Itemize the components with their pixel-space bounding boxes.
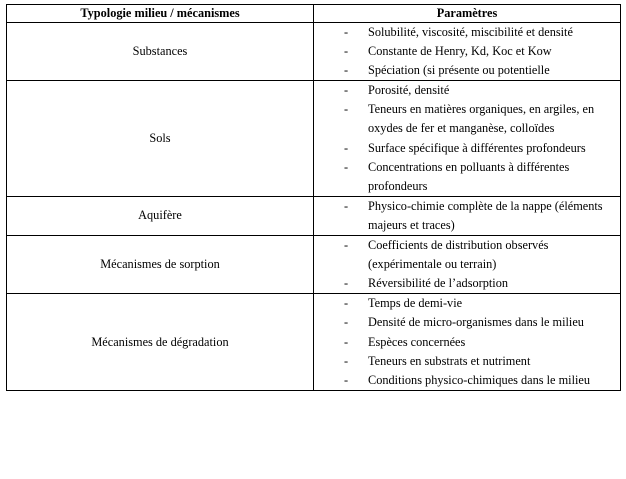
table-row — [7, 23, 621, 81]
list-item — [314, 139, 616, 158]
bullet-dash: - — [344, 159, 349, 174]
parameter-text: Conditions physico-chimiques dans le milieu — [368, 372, 591, 387]
bullet-dash: - — [344, 372, 349, 387]
parameter-list — [314, 236, 620, 293]
parameter-text: Teneurs en matières organiques, en argiles, en oxydes de fer et manganèse, colloïdes — [368, 102, 595, 136]
parameter-text: Espèces concernées — [368, 334, 466, 349]
parameter-text: Surface spécifique à différentes profondeurs — [368, 140, 586, 155]
parameter-text: Porosité, densité — [368, 83, 450, 98]
list-item — [314, 100, 616, 138]
list-item — [314, 352, 616, 371]
list-item — [314, 371, 616, 390]
row-category: Mécanismes de dégradation — [7, 294, 314, 390]
header-row — [7, 5, 621, 23]
bullet-dash: - — [344, 102, 349, 117]
bullet-dash: - — [344, 238, 349, 253]
list-item — [314, 81, 616, 100]
row-category: Sols — [7, 81, 314, 197]
bullet-dash: - — [344, 140, 349, 155]
parameter-text: Concentrations en polluants à différentes profondeurs — [368, 159, 570, 193]
list-item — [314, 333, 616, 352]
bullet-dash: - — [344, 198, 349, 213]
parameter-text: Réversibilité de l’adsorption — [368, 276, 509, 291]
row-category: Mécanismes de sorption — [7, 236, 314, 294]
parameter-text: Physico-chimie complète de la nappe (éléments majeurs et traces) — [368, 198, 603, 232]
table-row — [7, 294, 621, 390]
table-row — [7, 236, 621, 294]
bullet-dash: - — [344, 276, 349, 291]
parameter-list — [314, 23, 620, 80]
row-parameters — [314, 81, 621, 197]
table-body — [7, 23, 621, 391]
list-item — [314, 274, 616, 293]
row-category: Substances — [7, 23, 314, 81]
parameter-text: Coefficients de distribution observés (expérimentale ou terrain) — [368, 238, 549, 272]
row-category: Aquifère — [7, 196, 314, 235]
list-item — [314, 42, 616, 61]
parameter-list — [314, 81, 620, 196]
parameter-text: Constante de Henry, Kd, Koc et Kow — [368, 44, 552, 59]
header-typologie: Typologie milieu / mécanismes — [7, 5, 314, 23]
list-item — [314, 158, 616, 196]
bullet-dash: - — [344, 296, 349, 311]
row-parameters — [314, 196, 621, 235]
bullet-dash: - — [344, 315, 349, 330]
list-item — [314, 23, 616, 42]
bullet-dash: - — [344, 83, 349, 98]
list-item — [314, 294, 616, 313]
table-row — [7, 81, 621, 197]
parameter-text: Teneurs en substrats et nutriment — [368, 353, 531, 368]
parameter-list — [314, 197, 620, 235]
row-parameters — [314, 236, 621, 294]
parameter-text: Temps de demi-vie — [368, 296, 463, 311]
parameters-table — [6, 4, 621, 391]
bullet-dash: - — [344, 63, 349, 78]
row-parameters — [314, 294, 621, 390]
bullet-dash: - — [344, 334, 349, 349]
list-item — [314, 61, 616, 80]
row-parameters — [314, 23, 621, 81]
header-parametres: Paramètres — [314, 5, 621, 23]
parameter-text: Solubilité, viscosité, miscibilité et densité — [368, 25, 573, 39]
table-row — [7, 196, 621, 235]
bullet-dash: - — [344, 25, 349, 39]
parameter-text: Densité de micro-organismes dans le milieu — [368, 315, 584, 330]
list-item — [314, 236, 616, 274]
list-item — [314, 313, 616, 332]
list-item — [314, 197, 616, 235]
parameter-text: Spéciation (si présente ou potentielle — [368, 63, 550, 78]
bullet-dash: - — [344, 44, 349, 59]
bullet-dash: - — [344, 353, 349, 368]
parameter-list — [314, 294, 620, 389]
